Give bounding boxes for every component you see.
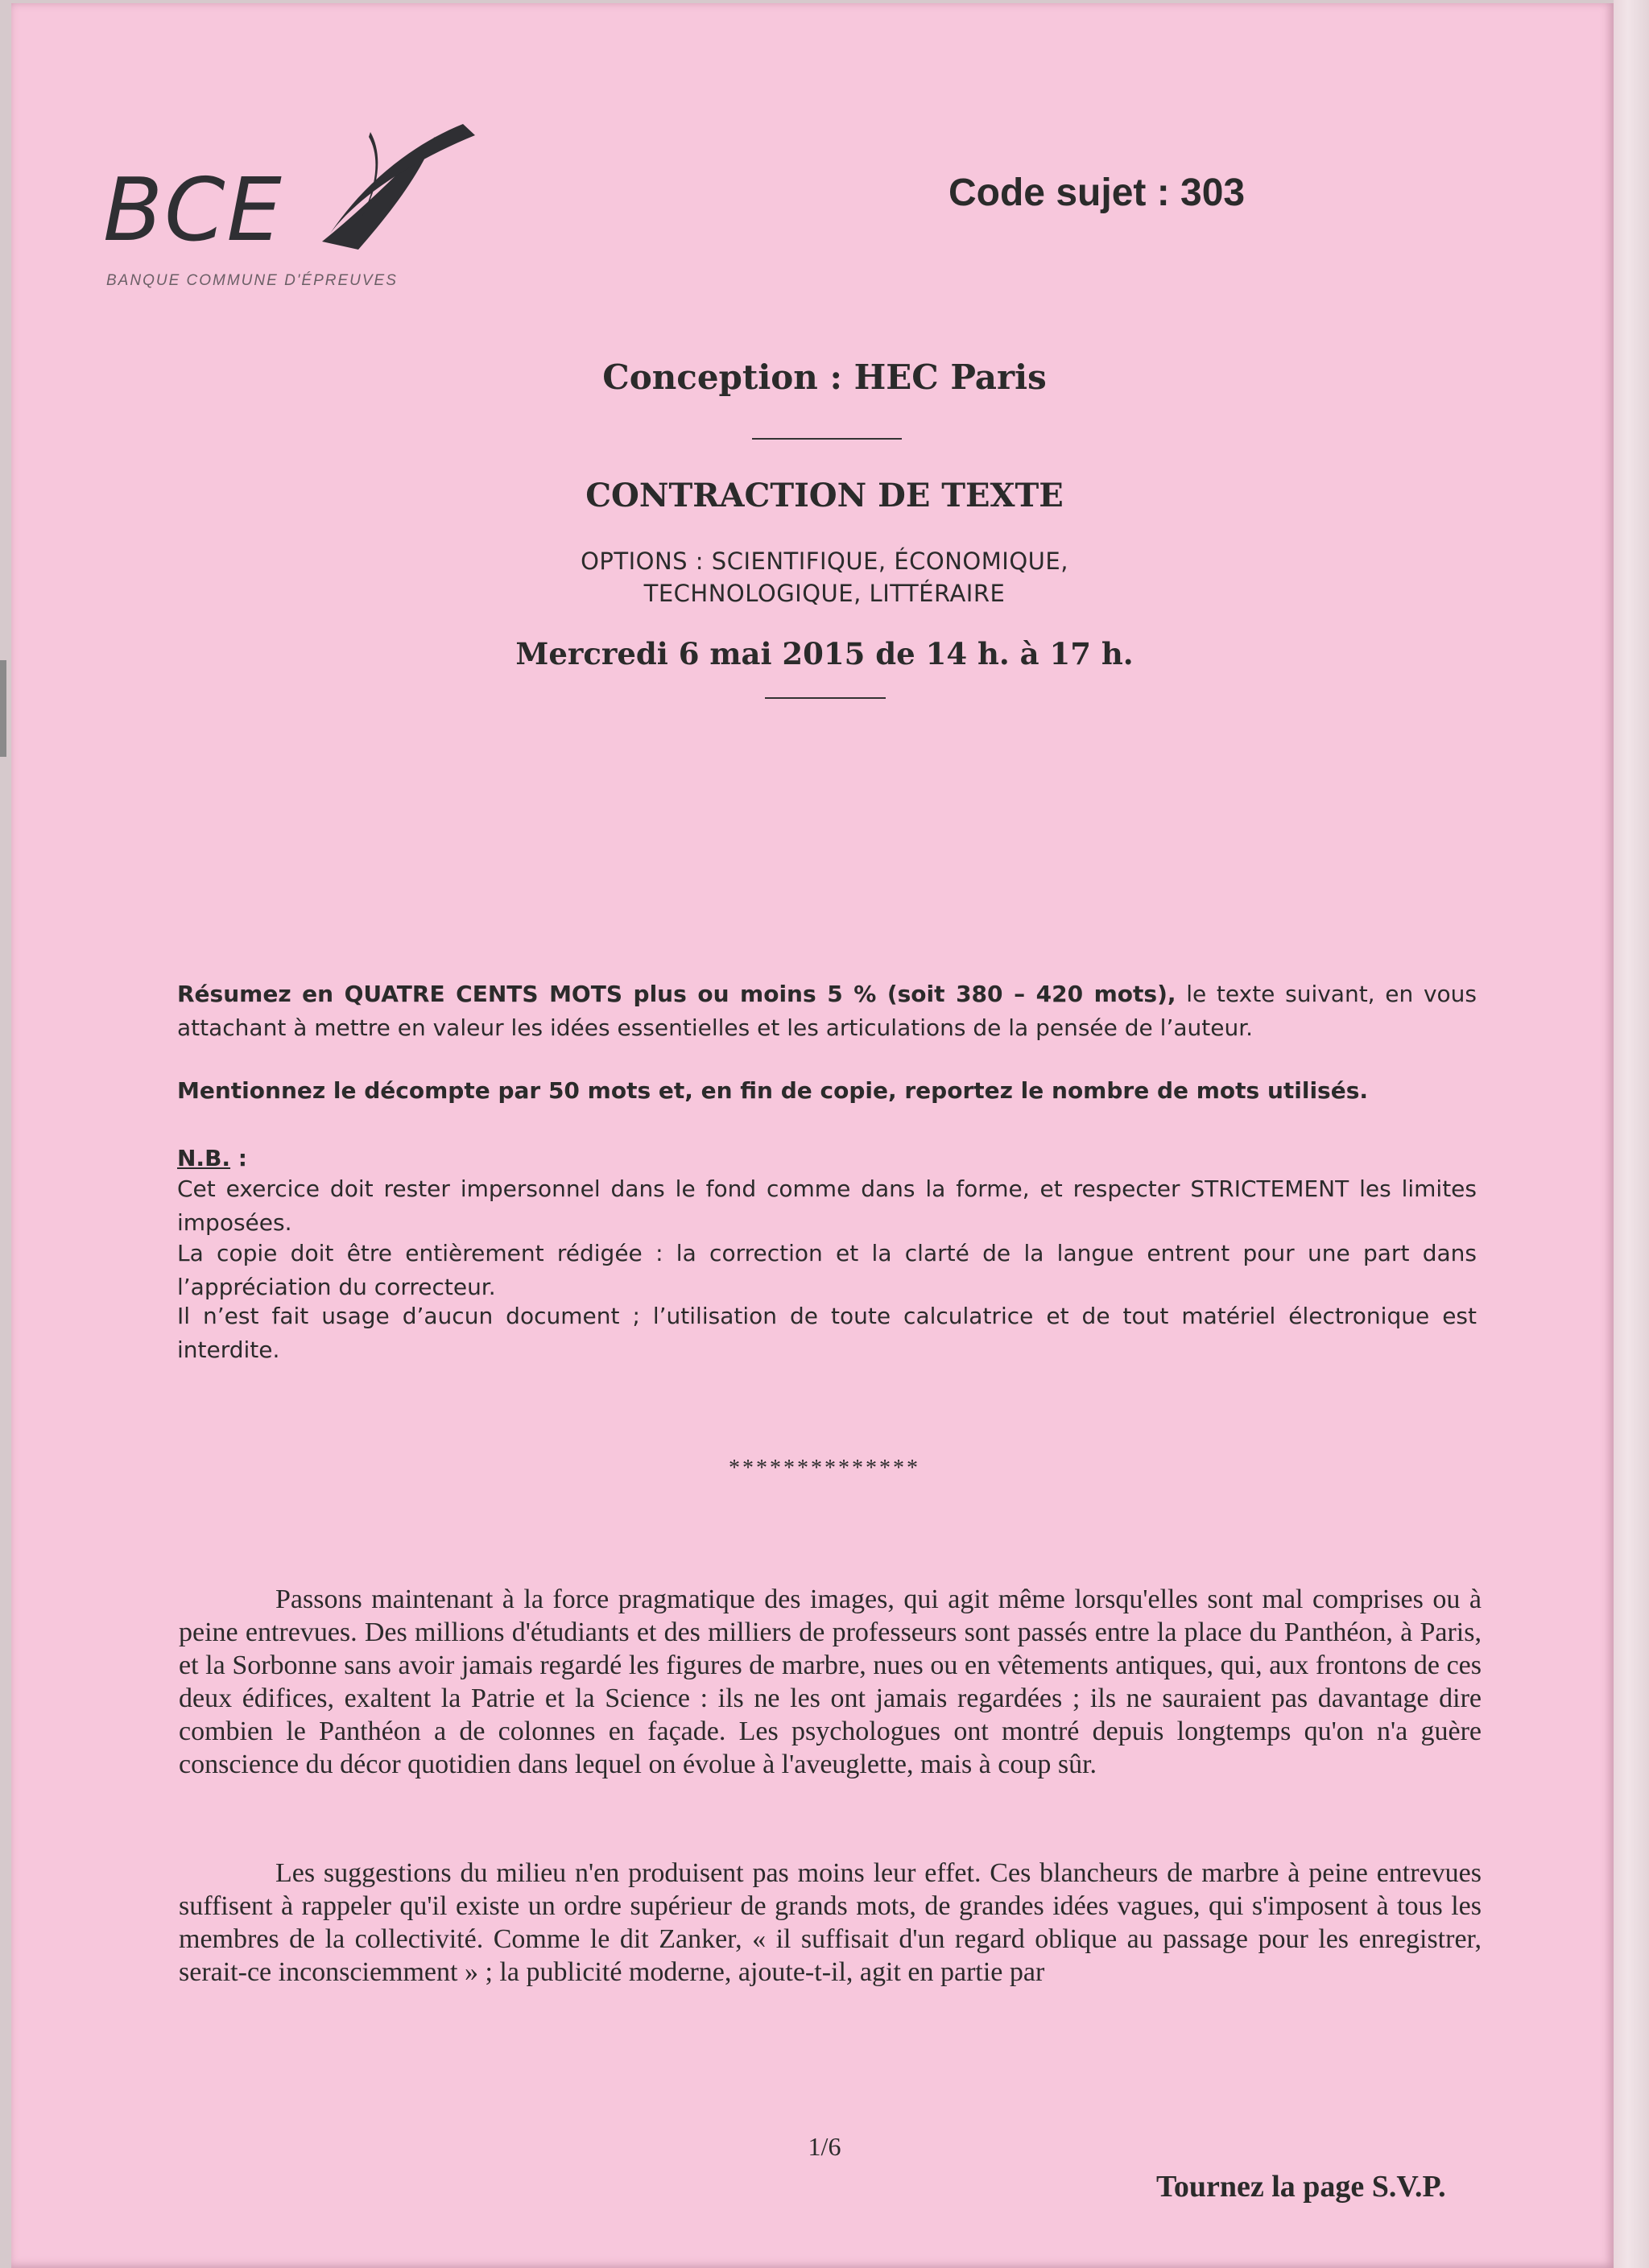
- nb-label: [177, 1145, 247, 1171]
- nb-rule-1: Cet exercice doit rester impersonnel dans le fond comme dans la forme, et respecter STRICTEMENT les limites imposées.: [177, 1175, 1477, 1236]
- body-paragraph-1: Passons maintenant à la force pragmatique des images, qui agit même lorsqu'elles sont mal comprises ou à peine entrevues. Des millions d'étudiants et des milliers de professeurs sont passés entre la place du Panthéon, à Paris, et la Sorbonne sans avoir jamais regardé les figures de marbre, nues ou en vêtements antiques, qui, aux frontons de ces deux édifices, exaltent la Patrie et la Science : ils ne les ont jamais regardées ; ils ne sauraient pas davantage dire combien le Panthéon a de colonnes en façade. Les psychologues ont montré depuis longtemps qu'on n'a guère conscience du décor quotidien dans lequel on évolue à l'aveuglette, mais à coup sûr.: [179, 1584, 1482, 1779]
- paper-edge: [1614, 0, 1649, 2268]
- divider-bottom: [765, 697, 886, 699]
- options-line-1: OPTIONS : SCIENTIFIQUE, ÉCONOMIQUE,: [581, 547, 1068, 575]
- logo-wordmark: BCE: [103, 160, 283, 261]
- logo-caption: BANQUE COMMUNE D'ÉPREUVES: [106, 272, 398, 289]
- nb-rule-3: Il n’est fait usage d’aucun document ; l’utilisation de toute calculatrice et de tout matériel électronique est interdite.: [177, 1303, 1477, 1363]
- body-paragraph-2: Les suggestions du milieu n'en produisent pas moins leur effet. Ces blancheurs de marbre à peine entrevues suffisent à rappeler qu'il existe un ordre supérieur de grands mots, de grandes idées vagues, qui s'imposent à tous les membres de la collectivité. Comme le dit Zanker, « il suffisait d'un regard oblique au passage pour les enregistrer, serait-ce inconsciemment » ; la publicité moderne, ajoute-t-il, agit en partie par: [179, 1858, 1482, 1987]
- separator-stars: **************: [729, 1456, 920, 1481]
- page-number: 1/6: [808, 2132, 841, 2161]
- code-sujet: Code sujet : 303: [948, 171, 1246, 214]
- binding-mark: [0, 660, 6, 757]
- turn-page-note: Tournez la page S.V.P.: [1156, 2170, 1446, 2204]
- instruction-summary-bold: Résumez en QUATRE CENTS MOTS plus ou moins 5 % (soit 380 – 420 mots),: [177, 981, 1176, 1007]
- instruction-summary-rest: le texte suivant, en vous attachant à mettre en valeur les idées essentielles et les articulations de la pensée de l’auteur.: [177, 981, 1477, 1041]
- divider-top: [752, 438, 902, 440]
- conception-line: Conception : HEC Paris: [602, 357, 1047, 397]
- instruction-count: Mentionnez le décompte par 50 mots et, en fin de copie, reportez le nombre de mots utilisés.: [177, 1077, 1369, 1104]
- nb-label-text: N.B.: [177, 1145, 231, 1171]
- exam-date: Mercredi 6 mai 2015 de 14 h. à 17 h.: [515, 636, 1134, 671]
- options-line-2: TECHNOLOGIQUE, LITTÉRAIRE: [643, 580, 1006, 607]
- instruction-summary: [177, 977, 1477, 1045]
- nb-rule-2: La copie doit être entièrement rédigée : la correction et la clarté de la langue entrent pour une part dans l’appréciation du correcteur.: [177, 1240, 1477, 1300]
- subject-title: CONTRACTION DE TEXTE: [585, 477, 1064, 514]
- nb-label-colon: :: [230, 1145, 248, 1171]
